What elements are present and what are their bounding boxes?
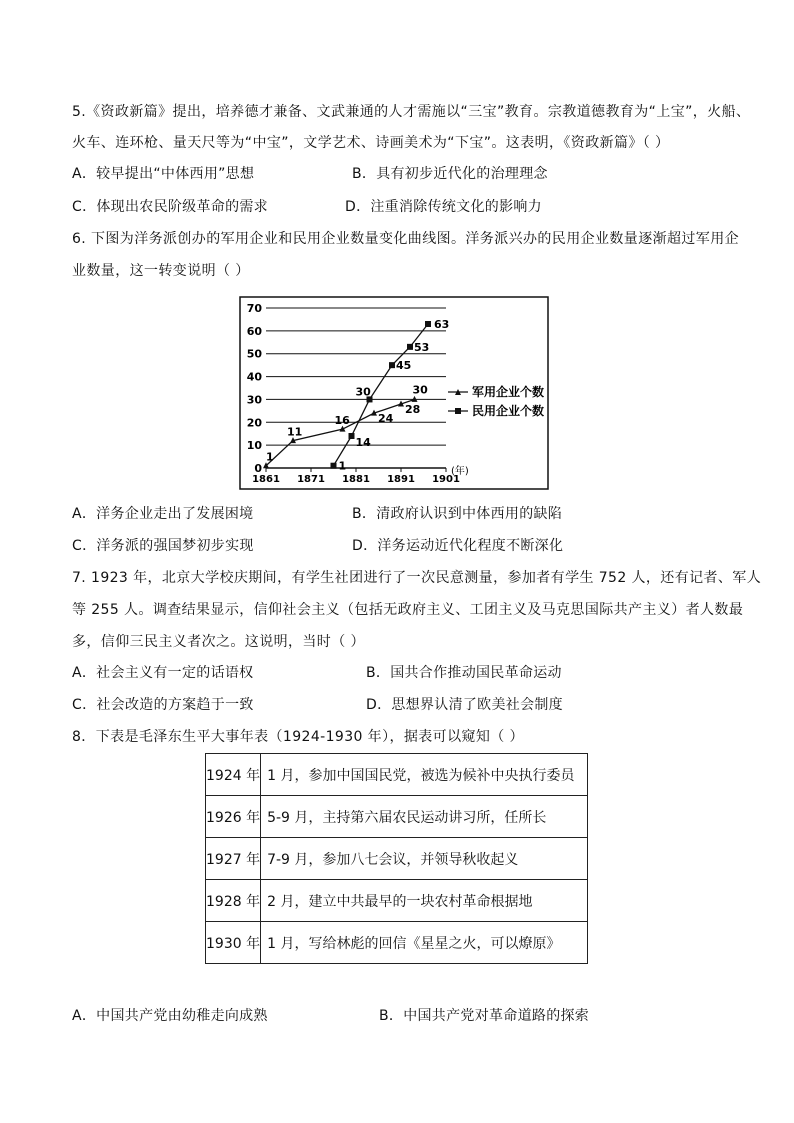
data-label: 24 [378, 412, 394, 426]
x-tick-1891: 1891 [387, 474, 415, 485]
q6-stem-line1: 6. 下图为洋务派创办的军用企业和民用企业数量变化曲线图。洋务派兴办的民用企业数量逐渐超过军用企 [72, 231, 740, 247]
table-cell-event: 7-9 月，参加八七会议，并领导秋收起义 [261, 838, 588, 880]
x-axis-label: (年) [451, 466, 469, 477]
q8-option-b[interactable]: B．中国共产党对革命道路的探索 [379, 1008, 590, 1024]
legend-label-military: 军用企业个数 [472, 385, 545, 399]
mao-chronology-table [205, 753, 588, 964]
y-tick-0: 0 [254, 462, 262, 475]
q7-option-d[interactable]: D．思想界认清了欧美社会制度 [366, 697, 563, 713]
q5-option-d[interactable]: D．注重消除传统文化的影响力 [345, 199, 542, 215]
q8-stem-line1: 8．下表是毛泽东生平大事年表（1924-1930 年），据表可以窥知（ ） [72, 729, 524, 745]
x-tick-1881: 1881 [342, 474, 370, 485]
q6-option-a[interactable]: A．洋务企业走出了发展困境 [72, 506, 254, 522]
table-cell-year: 1927 年 [206, 838, 261, 880]
q7-stem-line1: 7. 1923 年，北京大学校庆期间，有学生社团进行了一次民意测量，参加者有学生 752 人，还有记者、军人 [72, 570, 762, 586]
q7-stem-line2: 等 255 人。调查结果显示，信仰社会主义（包括无政府主义、工团主义及马克思国际共产主义）者人数最 [72, 602, 744, 618]
y-tick-10: 10 [246, 439, 262, 453]
q7-option-b[interactable]: B．国共合作推动国民革命运动 [366, 665, 562, 681]
y-tick-30: 30 [246, 393, 262, 407]
data-label: 30 [355, 385, 371, 399]
y-tick-50: 50 [246, 347, 262, 361]
enterprise-count-line-chart [236, 296, 552, 492]
data-label: 1 [338, 459, 347, 473]
q6-option-c[interactable]: C．洋务派的强国梦初步实现 [72, 538, 254, 554]
x-tick-1861: 1861 [252, 474, 280, 485]
data-label: 30 [412, 383, 428, 397]
data-label: 45 [396, 359, 412, 373]
data-label: 1 [266, 450, 274, 464]
legend-label-civilian: 民用企业个数 [472, 404, 545, 418]
data-point-civilian [389, 362, 395, 368]
table-row [206, 796, 588, 838]
data-label: 16 [334, 414, 350, 428]
x-tick-1901: 1901 [432, 474, 460, 485]
table-row [206, 838, 588, 880]
q6-option-b[interactable]: B．清政府认识到中体西用的缺陷 [352, 506, 563, 522]
q7-option-c[interactable]: C．社会改造的方案趋于一致 [72, 697, 254, 713]
q5-option-c[interactable]: C．体现出农民阶级革命的需求 [72, 199, 268, 215]
table-cell-year: 1924 年 [206, 754, 261, 796]
table-cell-year: 1926 年 [206, 796, 261, 838]
table-cell-year: 1930 年 [206, 922, 261, 964]
data-point-civilian [425, 321, 431, 327]
data-label: 14 [355, 436, 371, 449]
table-row [206, 880, 588, 922]
data-label: 28 [405, 403, 421, 416]
table-cell-event: 1 月，写给林彪的回信《星星之火，可以燎原》 [261, 922, 588, 964]
x-tick-1871: 1871 [297, 474, 325, 485]
q5-stem-line1: 5.《资政新篇》提出，培养德才兼备、文武兼通的人才需施以“三宝”教育。宗教道德教育为“上宝”，火船、 [72, 104, 751, 120]
y-tick-70: 70 [246, 302, 262, 315]
table-cell-event: 5-9 月，主持第六届农民运动讲习所，任所长 [261, 796, 588, 838]
y-tick-40: 40 [246, 370, 262, 384]
table-cell-year: 1928 年 [206, 880, 261, 922]
q5-option-a[interactable]: A．较早提出“中体西用”思想 [72, 166, 255, 182]
y-tick-60: 60 [246, 324, 262, 338]
q7-stem-line3: 多，信仰三民主义者次之。这说明，当时（ ） [72, 634, 365, 650]
legend-square-marker [455, 408, 461, 414]
q7-option-a[interactable]: A．社会主义有一定的话语权 [72, 665, 254, 681]
data-label: 63 [434, 318, 450, 331]
table-cell-event: 2 月，建立中共最早的一块农村革命根据地 [261, 880, 588, 922]
table-row [206, 754, 588, 796]
data-label: 11 [287, 425, 303, 439]
q5-stem-line2: 火车、连环枪、量天尺等为“中宝”，文学艺术、诗画美术为“下宝”。这表明，《资政新篇》（ ） [72, 135, 670, 151]
q6-stem-line2: 业数量，这一转变说明（ ） [72, 263, 250, 279]
data-label: 53 [414, 340, 430, 354]
data-point-civilian [349, 433, 355, 439]
table-cell-event: 1 月，参加中国国民党，被选为候补中央执行委员 [261, 754, 588, 796]
q8-option-a[interactable]: A．中国共产党由幼稚走向成熟 [72, 1008, 268, 1024]
table-row [206, 922, 588, 964]
data-point-civilian [331, 463, 337, 469]
q5-option-b[interactable]: B．具有初步近代化的治理理念 [352, 166, 548, 182]
data-point-civilian [407, 344, 413, 350]
y-tick-20: 20 [246, 416, 262, 430]
q6-option-d[interactable]: D．洋务运动近代化程度不断深化 [352, 538, 564, 554]
